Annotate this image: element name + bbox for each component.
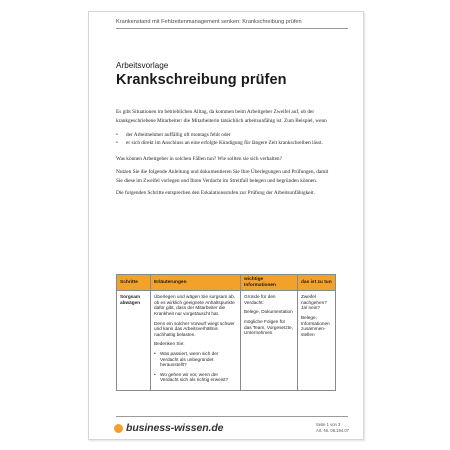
todo-paragraph: Belege, Informationen zusammen-stellen [301, 314, 330, 337]
intro-paragraph: Es gibt Situationen im betrieblichen Alltag, da kommen beim Arbeitgeber Zweifel auf, ob der krankgeschriebene Mitarbeiter/ die Mitarbeiterin tatsächlich arbeitsunfähig ist. Zum Beispiel, wenn [116, 109, 327, 124]
column-header-explanations: Erläuterungen [151, 275, 241, 291]
explanation-paragraph: Überlegen und wägen Sie sorgsam ab, ob es wirklich geeignete Anhaltspunkte dafür gibt, dass der Mitarbeiter die Krankheit nur vorgetäuscht hat. [154, 294, 236, 316]
info-paragraph: mögliche Folgen für das Team, Vorgesetzte, Unternehmen [244, 318, 293, 336]
document-body [116, 108, 331, 197]
column-header-todo: das ist zu tun [298, 275, 336, 291]
explanation-paragraph: Denn ein solcher Vorwurf wiegt schwer und kann das Arbeitsverhältnis nachhaltig belasten. [154, 320, 235, 337]
article-number: Art.-Nr. 06.194.07 [315, 428, 349, 433]
explanation-bullet [154, 372, 237, 383]
document-page [88, 11, 364, 440]
explanation-bullet [154, 351, 237, 368]
step-cell: Sorgsam abwägen [117, 291, 151, 391]
list-item [116, 131, 331, 140]
todo-cell [298, 291, 336, 391]
logo-dot-icon [114, 424, 123, 433]
logo-text: business-wissen.de [126, 422, 224, 434]
bullet-icon: • [154, 350, 156, 356]
steps-table [116, 274, 336, 391]
steps-intro-paragraph: Die folgenden Schritte entsprechen den Eskalationsstufen zur Prüfung der Arbeitsunfähigkeit. [116, 189, 315, 196]
list-item [116, 139, 331, 148]
bullet-list [116, 131, 331, 149]
info-paragraph: Gründe für den Verdacht: [244, 294, 276, 305]
brand-logo [114, 422, 223, 434]
explanation-cell [151, 291, 241, 391]
instruction-paragraph: Nutzen Sie die folgende Anleitung und dokumentieren Sie Ihre Überlegungen und Prüfungen, damit Sie diese im Zweifel vorlegen und Ihren Verdacht im Streitfall belegen und begründen können. [116, 168, 329, 184]
info-cell [241, 291, 298, 391]
page-meta [316, 422, 349, 434]
column-header-important-info: wichtige Informationen [241, 275, 298, 291]
bullet-text: er sich direkt im Anschluss an eine erfolgte Kündigung für längere Zeit krankschreiben lässt. [126, 140, 323, 147]
document-subtitle: Arbeitsvorlage [116, 61, 169, 70]
bullet-text: der Arbeitnehmer auffällig oft montags fehlt oder [126, 131, 231, 138]
header-divider [116, 28, 348, 29]
page-number: Seite 1 von 3 [315, 422, 341, 427]
document-header: Krankenstand mit Fehlzeitenmanagement senken: Krankschreibung prüfen [116, 19, 302, 25]
info-paragraph: Belege, Dokumentation [244, 309, 293, 315]
bullet-text: Wo gehen wir vor, wenn der Verdacht sich als richtig erweist? [160, 371, 228, 383]
question-paragraph: Was können Arbeitgeber in solchen Fällen tun? Wie sollten sie sich verhalten? [116, 156, 282, 163]
bullet-icon: • [116, 131, 118, 138]
table-header-row [117, 275, 336, 291]
column-header-steps: Schritte [117, 275, 151, 291]
bullet-icon: • [154, 371, 156, 377]
document-title: Krankschreibung prüfen [116, 72, 287, 88]
steps-table-wrapper [116, 274, 335, 391]
bullet-text: Was passiert, wenn sich der Verdacht als unbegründet herausstellt? [160, 350, 219, 368]
table-row [117, 291, 336, 391]
footer-divider [116, 416, 348, 417]
explanation-paragraph: Bedenken Sie: [154, 341, 185, 347]
todo-paragraph: Zweifel nachgehen? Ja/ nein? [301, 294, 327, 311]
bullet-icon: • [116, 140, 118, 147]
